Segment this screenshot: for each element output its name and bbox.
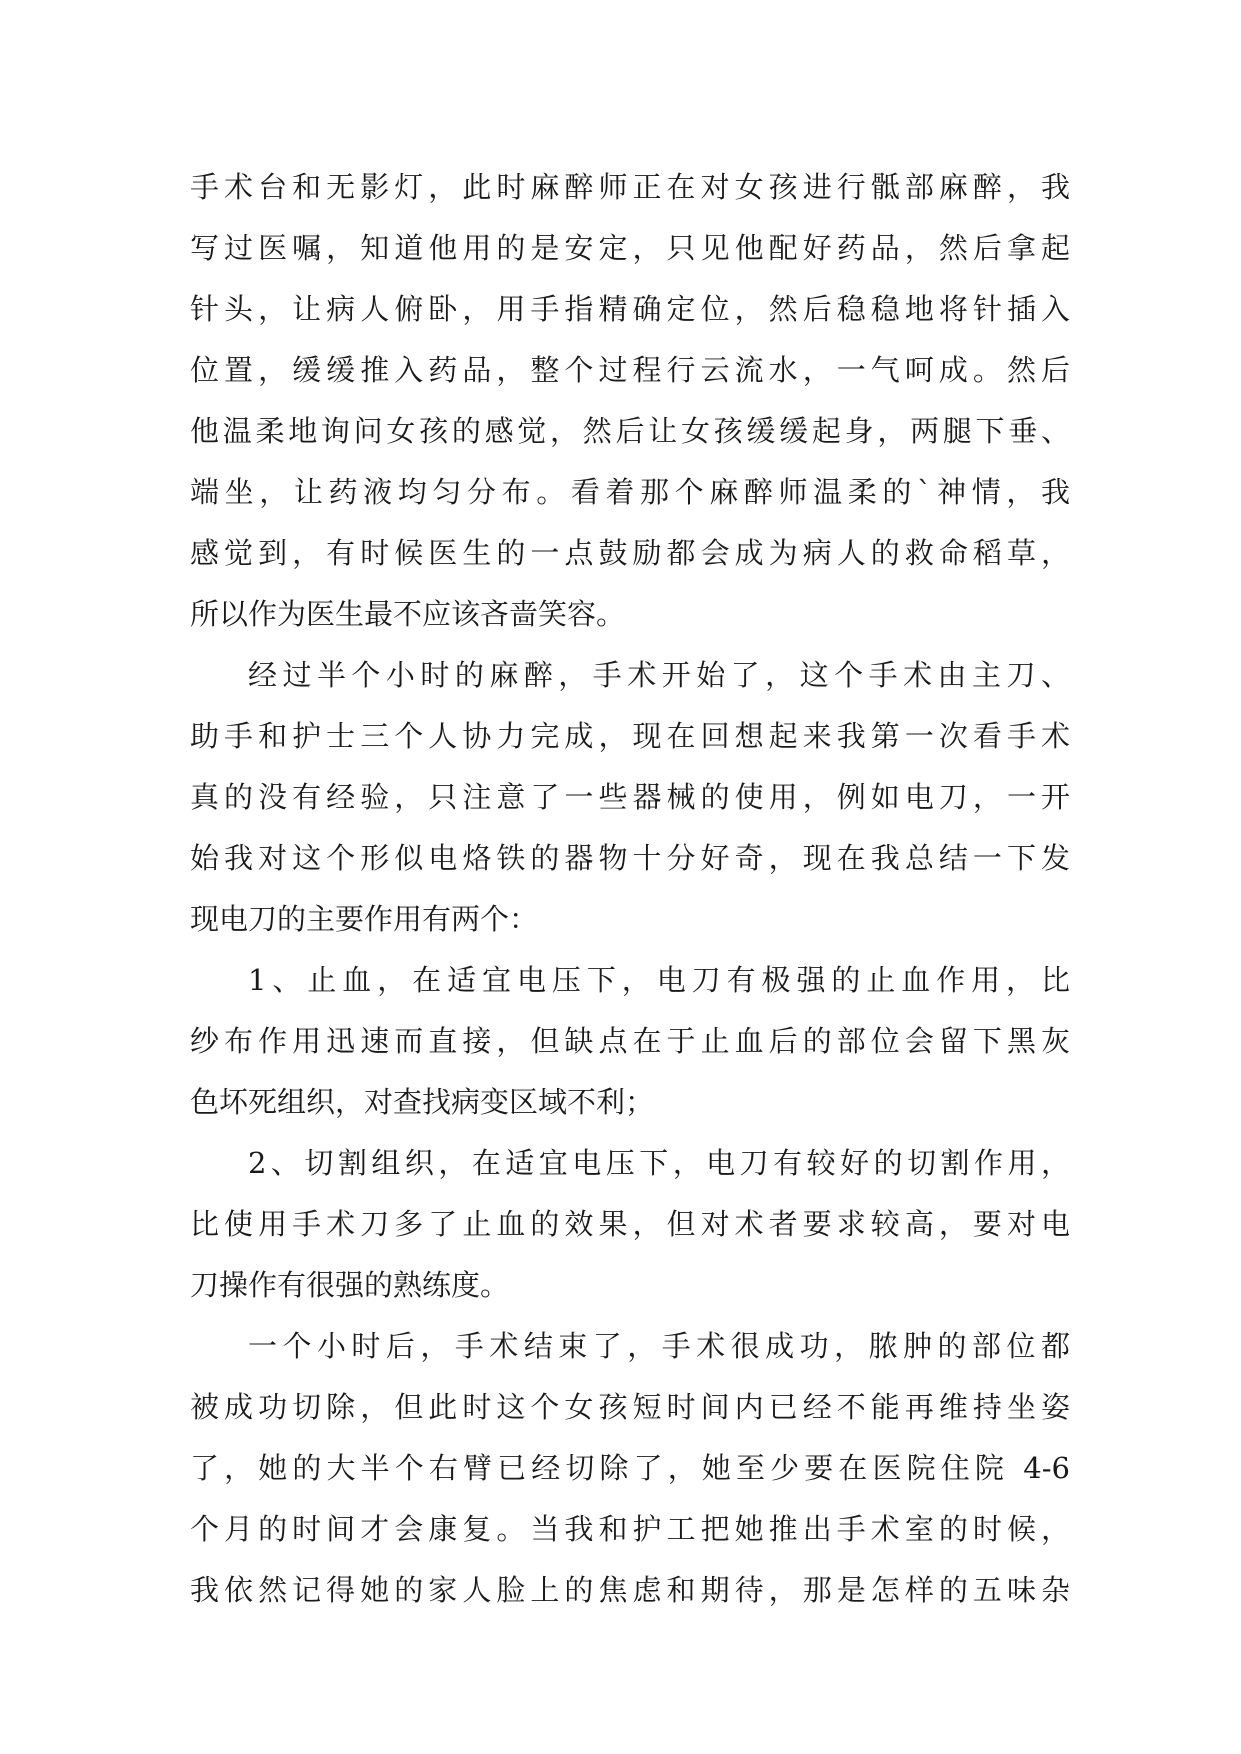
paragraph-first-line: 一个小时后，手术结束了，手术很成功，脓肿的部位都 bbox=[248, 1329, 1070, 1363]
text-line: 纱布作用迅速而直接，但缺点在于止血后的部位会留下黑灰 bbox=[190, 1024, 1070, 1058]
text-line: 他温柔地询问女孩的感觉，然后让女孩缓缓起身，两腿下垂、 bbox=[190, 414, 1070, 448]
text-line: 真的没有经验，只注意了一些器械的使用，例如电刀，一开 bbox=[190, 780, 1070, 814]
text-line: 现电刀的主要作用有两个： bbox=[190, 902, 539, 936]
paragraph-first-line: 经过半个小时的麻醉，手术开始了，这个手术由主刀、 bbox=[248, 658, 1070, 692]
text-line: 助手和护士三个人协力完成，现在回想起来我第一次看手术 bbox=[190, 719, 1070, 753]
text-line: 端坐，让药液均匀分布。看着那个麻醉师温柔的`神情，我 bbox=[190, 475, 1070, 509]
text-line: 个月的时间才会康复。当我和护工把她推出手术室的时候， bbox=[190, 1512, 1070, 1546]
text-line: 刀操作有很强的熟练度。 bbox=[190, 1268, 510, 1302]
text-line: 手术台和无影灯，此时麻醉师正在对女孩进行骶部麻醉，我 bbox=[190, 170, 1070, 204]
text-line: 了，她的大半个右臂已经切除了，她至少要在医院住院 4-6 bbox=[190, 1451, 1070, 1485]
text-line: 我依然记得她的家人脸上的焦虑和期待，那是怎样的五味杂 bbox=[190, 1573, 1070, 1607]
text-line: 感觉到，有时候医生的一点鼓励都会成为病人的救命稻草， bbox=[190, 536, 1070, 570]
text-line: 针头，让病人俯卧，用手指精确定位，然后稳稳地将针插入 bbox=[190, 292, 1070, 326]
body-text bbox=[190, 157, 1070, 1621]
paragraph-first-line: 2、切割组织，在适宜电压下，电刀有较好的切割作用， bbox=[248, 1146, 1070, 1180]
text-line: 比使用手术刀多了止血的效果，但对术者要求较高，要对电 bbox=[190, 1207, 1070, 1241]
text-line: 写过医嘱，知道他用的是安定，只见他配好药品，然后拿起 bbox=[190, 231, 1070, 265]
text-line: 位置，缓缓推入药品，整个过程行云流水，一气呵成。然后 bbox=[190, 353, 1070, 387]
text-line: 所以作为医生最不应该吝啬笑容。 bbox=[190, 597, 626, 631]
paragraph-first-line: 1、止血，在适宜电压下，电刀有极强的止血作用，比 bbox=[248, 963, 1070, 997]
text-line: 色坏死组织，对查找病变区域不利； bbox=[190, 1085, 655, 1119]
text-line: 被成功切除，但此时这个女孩短时间内已经不能再维持坐姿 bbox=[190, 1390, 1070, 1424]
text-line: 始我对这个形似电烙铁的器物十分好奇，现在我总结一下发 bbox=[190, 841, 1070, 875]
